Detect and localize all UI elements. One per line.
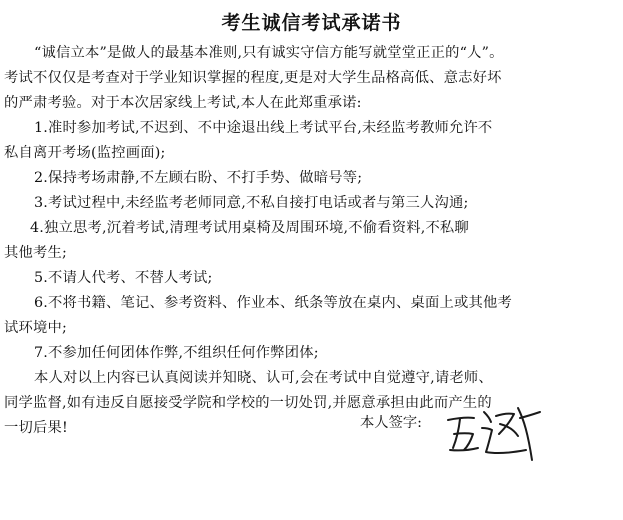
pledge-item-3: 3.考试过程中,未经监考老师同意,不私自接打电话或者与第三人沟通; [34,195,469,211]
pledge-item-4-continued: 其他考生; [4,245,68,261]
closing-paragraph-line: 同学监督,如有违反自愿接受学院和学校的一切处罚,并愿意承担由此而产生的 [4,395,492,411]
pledge-item-5: 5.不请人代考、不替人考试; [34,270,213,286]
document-title: 考生诚信考试承诺书 [221,12,402,34]
signature-label: 本人签字: [360,415,423,431]
pledge-item-6: 6.不将书籍、笔记、参考资料、作业本、纸条等放在桌内、桌面上或其他考 [34,295,512,311]
paragraph-line: “诚信立本”是做人的最基本准则,只有诚实守信方能写就堂堂正正的“人”。 [34,45,504,61]
pledge-item-1: 1.准时参加考试,不迟到、不中途退出线上考试平台,未经监考教师允许不 [34,120,493,136]
pledge-item-4: 4.独立思考,沉着考试,清理考试用桌椅及周围环境,不偷看资料,不私聊 [30,220,469,236]
paragraph-line: 的严肃考验。对于本次居家线上考试,本人在此郑重承诺: [4,95,362,111]
paragraph-line: 考试不仅仅是考查对于学业知识掌握的程度,更是对大学生品格高低、意志好坏 [4,70,502,86]
closing-paragraph-line: 本人对以上内容已认真阅读并知晓、认可,会在考试中自觉遵守,请老师、 [34,370,493,386]
pledge-item-2: 2.保持考场肃静,不左顾右盼、不打手势、做暗号等; [34,170,363,186]
pledge-item-7: 7.不参加任何团体作弊,不组织任何作弊团体; [34,345,319,361]
closing-paragraph-line: 一切后果! [4,420,68,436]
pledge-item-1-continued: 私自离开考场(监控画面); [4,145,166,161]
handwritten-signature [444,398,554,462]
pledge-item-6-continued: 试环境中; [4,320,68,336]
